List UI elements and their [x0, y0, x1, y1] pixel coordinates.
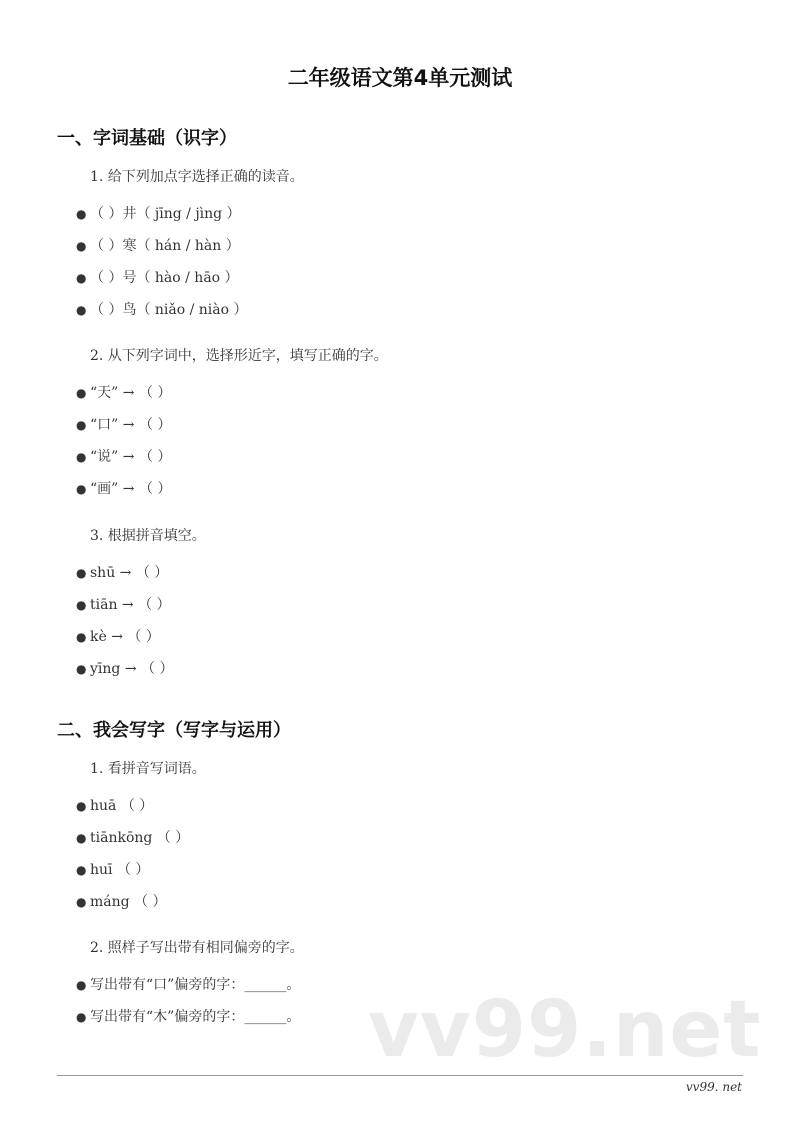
list-item-text: 写出带有“木”偏旁的字：______。	[90, 1009, 301, 1025]
list-item	[76, 594, 171, 614]
bullet-icon: ●	[76, 831, 87, 845]
list-item-text: tiānkōng （ ）	[90, 830, 190, 846]
list-item-text: 写出带有“口”偏旁的字：______。	[90, 977, 301, 993]
question-text: 2. 照样子写出带有相同偏旁的字。	[90, 940, 304, 956]
list-item-text: （ ）鸟（ niǎo / niào ）	[90, 302, 248, 318]
bullet-icon: ●	[76, 271, 87, 285]
list-item	[76, 859, 149, 879]
list-item	[76, 658, 173, 678]
list-item-text: yīng → （ ）	[90, 661, 174, 677]
question-text: 3. 根据拼音填空。	[90, 528, 206, 544]
bullet-icon: ●	[76, 386, 87, 400]
question-text: 2. 从下列字词中，选择形近字，填写正确的字。	[90, 348, 388, 364]
bullet-icon: ●	[76, 630, 87, 644]
list-item	[76, 891, 167, 911]
list-item	[76, 414, 171, 434]
list-item-text: kè → （ ）	[90, 629, 160, 645]
list-item-text: “说” → （ ）	[90, 449, 172, 465]
question-text: 1. 给下列加点字选择正确的读音。	[90, 169, 304, 185]
bullet-icon: ●	[76, 207, 87, 221]
list-item-text: “天” → （ ）	[90, 385, 172, 401]
bullet-icon: ●	[76, 863, 87, 877]
section-heading: 一、字词基础（识字）	[57, 128, 237, 149]
list-item-text: máng （ ）	[90, 894, 167, 910]
list-item	[76, 795, 153, 815]
list-item-text: tiān → （ ）	[90, 597, 171, 613]
list-item-text: huā （ ）	[90, 798, 154, 814]
page-title: 二年级语文第4单元测试	[287, 66, 513, 90]
bullet-icon: ●	[76, 978, 87, 992]
list-item	[76, 562, 168, 582]
bullet-icon: ●	[76, 799, 87, 813]
list-item-text: shū → （ ）	[90, 565, 169, 581]
bullet-icon: ●	[76, 662, 87, 676]
bullet-icon: ●	[76, 482, 87, 496]
bullet-icon: ●	[76, 450, 87, 464]
list-item-text: “画” → （ ）	[90, 481, 172, 497]
list-item	[76, 267, 239, 287]
list-item-text: （ ）号（ hào / hāo ）	[90, 270, 239, 286]
list-item	[76, 299, 248, 319]
list-item	[76, 382, 171, 402]
list-item-text: （ ）井（ jīng / jìng ）	[90, 206, 241, 222]
bullet-icon: ●	[76, 1010, 87, 1024]
bullet-icon: ●	[76, 895, 87, 909]
list-item	[76, 235, 240, 255]
list-item	[76, 203, 241, 223]
bullet-icon: ●	[76, 566, 87, 580]
list-item	[76, 446, 171, 466]
list-item	[76, 974, 300, 994]
bullet-icon: ●	[76, 239, 87, 253]
list-item-text: （ ）寒（ hán / hàn ）	[90, 238, 240, 254]
bullet-icon: ●	[76, 418, 87, 432]
footer-divider	[57, 1075, 743, 1076]
list-item	[76, 827, 189, 847]
list-item-text: huī （ ）	[90, 862, 150, 878]
list-item	[76, 626, 160, 646]
bullet-icon: ●	[76, 598, 87, 612]
list-item-text: “口” → （ ）	[90, 417, 172, 433]
question-text: 1. 看拼音写词语。	[90, 761, 206, 777]
bullet-icon: ●	[76, 303, 87, 317]
footer-site-name: vv99. net	[685, 1080, 742, 1094]
list-item	[76, 478, 171, 498]
section-heading: 二、我会写字（写字与运用）	[57, 720, 291, 741]
list-item	[76, 1006, 300, 1026]
watermark: vv99.net	[368, 985, 762, 1075]
